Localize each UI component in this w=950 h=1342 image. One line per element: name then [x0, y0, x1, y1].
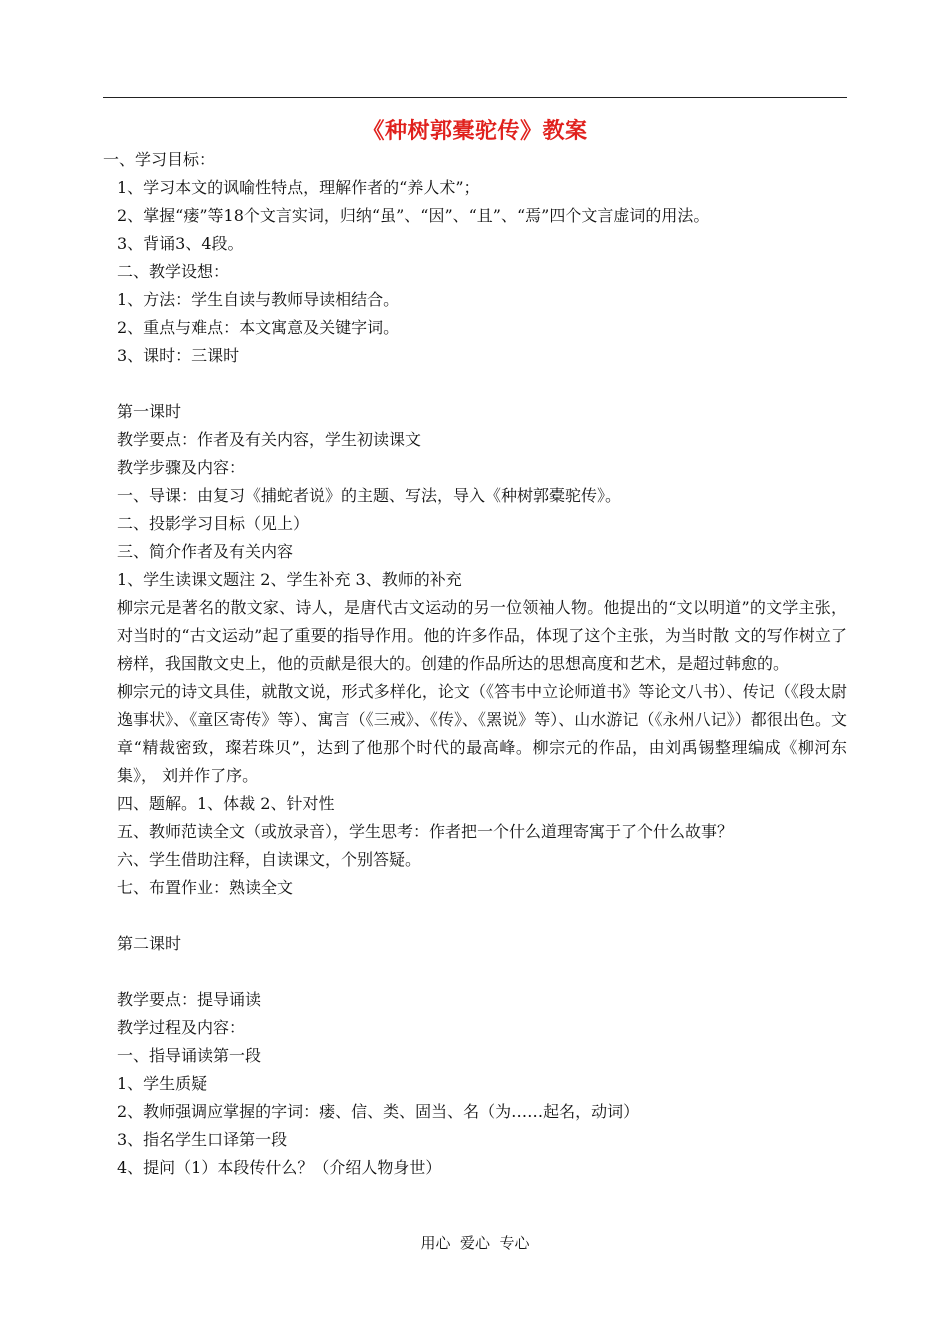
- text-line: 二、教学设想：: [117, 262, 230, 281]
- text-line: 教学过程及内容：: [117, 1018, 246, 1037]
- text-line: 一、学习目标：: [103, 150, 216, 169]
- lesson-heading: 第二课时: [117, 934, 182, 953]
- text-line: 一、指导诵读第一段: [117, 1046, 262, 1065]
- text-line: 1、学习本文的讽喻性特点，理解作者的“养人术”；: [117, 178, 480, 197]
- text-line: 1、学生质疑: [117, 1074, 208, 1093]
- text-line: 2、掌握“瘘”等18个文言实词，归纳“虽”、“因”、“且”、“焉”四个文言虚词的用法。: [117, 206, 710, 225]
- text-line: 七、布置作业：熟读全文: [117, 878, 294, 897]
- text-line: 教学要点：作者及有关内容，学生初读课文: [117, 430, 422, 449]
- text-line: 1、学生读课文题注 2、学生补充 3、教师的补充: [117, 570, 462, 589]
- lesson-heading: 第一课时: [117, 402, 182, 421]
- text-line: 3、课时：三课时: [117, 346, 240, 365]
- text-line: 3、背诵3、4段。: [117, 234, 244, 253]
- paragraph: 柳宗元的诗文具佳，就散文说，形式多样化，论文（《答韦中立论师道书》等论文八书）、传记（《段太尉逸事状》、《童区寄传》等）、寓言（《三戒》、《传》、《罴说》等）、山水游记（《永州八记》）都很出色。文章“精裁密致，璨若珠贝”，达到了他那个时代的最高峰。柳宗元的作品，由刘禹锡整理编成《柳河东集》， 刘并作了序。: [117, 682, 847, 785]
- blank-line: [103, 902, 847, 930]
- text-line: 六、学生借助注释，自读课文，个别答疑。: [117, 850, 422, 869]
- blank-line: [103, 958, 847, 986]
- paragraph: 柳宗元是著名的散文家、诗人，是唐代古文运动的另一位领袖人物。他提出的“文以明道”的文学主张，对当时的“古文运动”起了重要的指导作用。他的许多作品，体现了这个主张，为当时散 文的写作树立了榜样，我国散文史上，他的贡献是很大的。创建的作品所达的思想高度和艺术，是超过韩愈的。: [117, 598, 847, 673]
- text-line: 二、投影学习目标（见上）: [117, 514, 310, 533]
- text-line: 3、指名学生口译第一段: [117, 1130, 288, 1149]
- text-line: 2、重点与难点：本文寓意及关键字词。: [117, 318, 400, 337]
- text-line: 2、教师强调应掌握的字词：瘘、信、类、固当、名（为……起名，动词）: [117, 1102, 640, 1121]
- page-footer: 用心 爱心 专心: [420, 1234, 530, 1252]
- text-line: 1、方法：学生自读与教师导读相结合。: [117, 290, 400, 309]
- header-rule: [103, 97, 847, 98]
- blank-line: [103, 370, 847, 398]
- text-line: 五、教师范读全文（或放录音），学生思考：作者把一个什么道理寄寓于了个什么故事？: [117, 822, 734, 841]
- text-line: 4、提问（1）本段传什么？（介绍人物身世）: [117, 1158, 442, 1177]
- document-title: 《种树郭橐驼传》教案: [362, 118, 588, 144]
- document-body: [103, 146, 847, 1182]
- text-line: 教学要点：提导诵读: [117, 990, 262, 1009]
- text-line: 四、题解。1、体裁 2、针对性: [117, 794, 335, 813]
- text-line: 一、导课：由复习《捕蛇者说》的主题、写法，导入《种树郭橐驼传》。: [117, 486, 622, 505]
- text-line: 三、简介作者及有关内容: [117, 542, 294, 561]
- text-line: 教学步骤及内容：: [117, 458, 246, 477]
